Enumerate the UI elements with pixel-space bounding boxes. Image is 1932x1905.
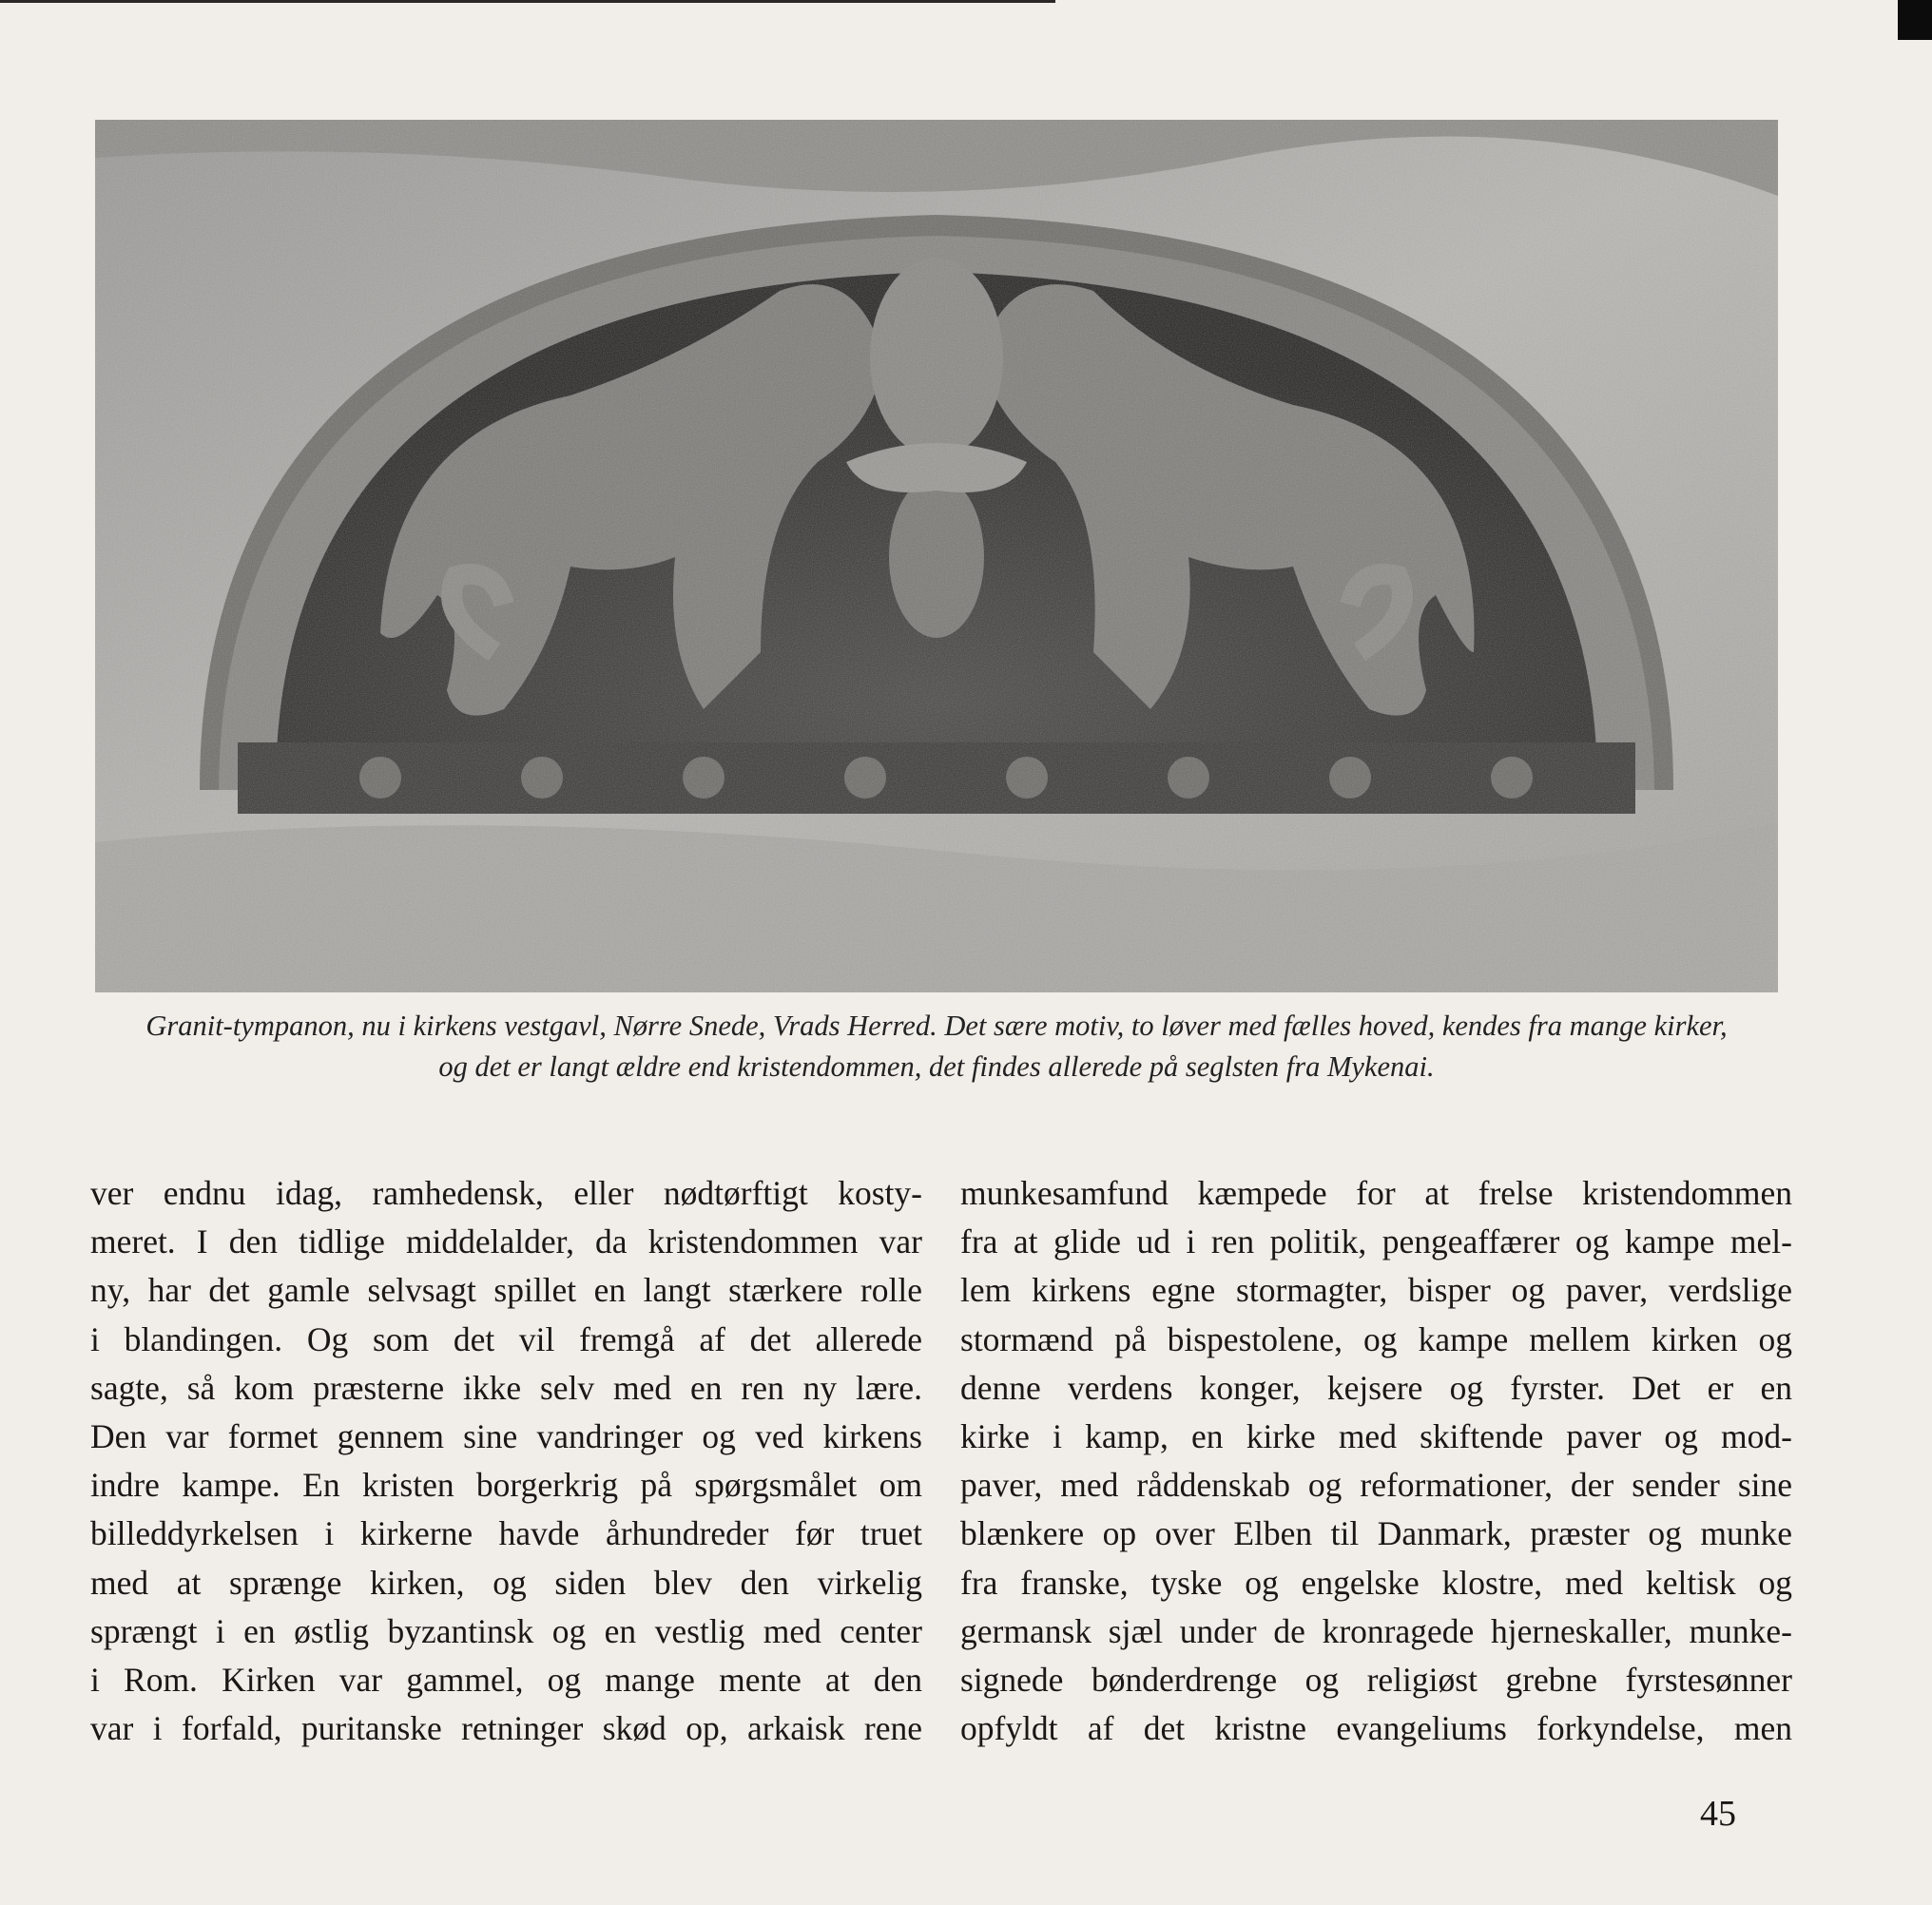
- text-line: paver, med råddenskab og reformationer, der sender sine: [960, 1466, 1792, 1505]
- figure-caption: [67, 1006, 1806, 1087]
- text-line: munkesamfund kæmpede for at frelse kristendommen: [960, 1174, 1792, 1212]
- caption-line: Granit-tympanon, nu i kirkens vestgavl, Nørre Snede, Vrads Herred. Det sære motiv, to løver med fælles hoved, kendes fra mange kirker,: [145, 1010, 1728, 1042]
- text-line: Den var formet gennem sine vandringer og ved kirkens: [90, 1416, 922, 1455]
- text-line: lem kirkens egne stormagter, bisper og paver, verdslige: [960, 1271, 1792, 1310]
- text-line: kirke i kamp, en kirke med skiftende paver og mod-: [960, 1416, 1792, 1455]
- left-text-column: [90, 1169, 922, 1753]
- top-edge-rule: [0, 0, 1055, 3]
- text-line: i Rom. Kirken var gammel, og mange mente at den: [90, 1660, 922, 1699]
- text-line: med at sprænge kirken, og siden blev den virkelig: [90, 1563, 922, 1602]
- text-line: var i forfald, puritanske retninger skød op, arkaisk rene: [90, 1709, 922, 1748]
- text-line: blænkere op over Elben til Danmark, præster og munke: [960, 1514, 1792, 1553]
- text-line: opfyldt af det kristne evangeliums forkyndelse, men: [960, 1709, 1792, 1748]
- text-line: fra at glide ud i ren politik, pengeaffærer og kampe mel-: [960, 1222, 1792, 1261]
- text-line: signede bønderdrenge og religiøst grebne fyrstesønner: [960, 1660, 1792, 1699]
- page-number: 45: [1700, 1794, 1736, 1834]
- corner-mark: [1898, 0, 1932, 40]
- tympanum-relief-image: [95, 120, 1778, 992]
- text-line: indre kampe. En kristen borgerkrig på spørgsmålet om: [90, 1466, 922, 1505]
- text-line: sprængt i en østlig byzantinsk og en vestlig med center: [90, 1611, 922, 1650]
- text-line: sagte, så kom præsterne ikke selv med en ren ny lære.: [90, 1368, 922, 1407]
- text-line: denne verdens konger, kejsere og fyrster. Det er en: [960, 1368, 1792, 1407]
- text-line: billeddyrkelsen i kirkerne havde århundreder før truet: [90, 1514, 922, 1553]
- right-text-column: [960, 1169, 1792, 1753]
- text-line: fra franske, tyske og engelske klostre, med keltisk og: [960, 1563, 1792, 1602]
- text-line: meret. I den tidlige middelalder, da kristendommen var: [90, 1222, 922, 1261]
- text-line: ny, har det gamle selvsagt spillet en langt stærkere rolle: [90, 1271, 922, 1310]
- text-line: i blandingen. Og som det vil fremgå af det allerede: [90, 1319, 922, 1358]
- text-line: ver endnu idag, ramhedensk, eller nødtørftigt kosty-: [90, 1174, 922, 1212]
- tympanum-photograph: [95, 120, 1778, 992]
- text-line: stormænd på bispestolene, og kampe mellem kirken og: [960, 1319, 1792, 1358]
- caption-line: og det er langt ældre end kristendommen, det findes allerede på seglsten fra Mykenai.: [438, 1050, 1435, 1083]
- text-line: germansk sjæl under de kronragede hjerneskaller, munke-: [960, 1611, 1792, 1650]
